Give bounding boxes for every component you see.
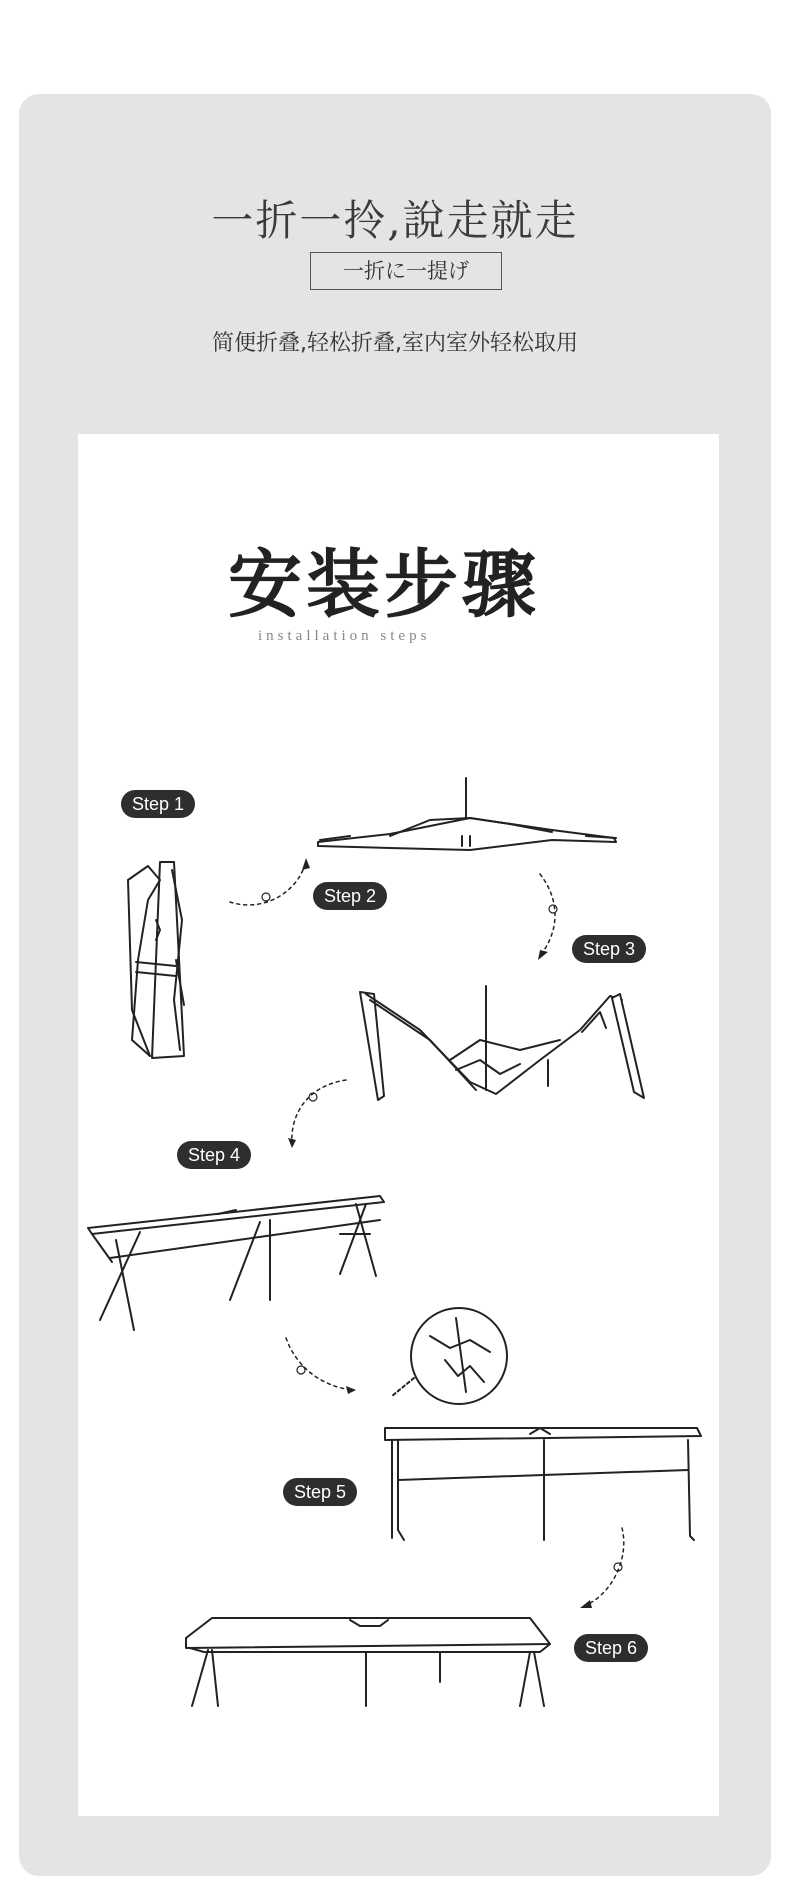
card-title: 安装步骤 xyxy=(228,542,540,628)
page-title: 一折一拎,說走就走 xyxy=(211,196,579,245)
step-5-badge: Step 5 xyxy=(283,1478,357,1506)
step-3-badge: Step 3 xyxy=(572,935,646,963)
cot-with-fabric-illustration xyxy=(385,1308,701,1540)
card-subtitle: installation steps xyxy=(258,628,431,644)
cot-frame-illustration xyxy=(88,1196,384,1330)
arrow-loops xyxy=(262,893,622,1571)
folded-cot-illustration xyxy=(128,862,184,1058)
step-1-badge: Step 1 xyxy=(121,790,195,818)
unfolding-frame-illustration xyxy=(318,778,616,850)
spreading-frame-illustration xyxy=(360,986,644,1100)
finished-cot-illustration xyxy=(186,1618,550,1706)
tagline: 简便折叠,轻松折叠,室内室外轻松取用 xyxy=(212,331,578,356)
step-2-badge: Step 2 xyxy=(313,882,387,910)
japanese-subtitle: 一折に一提げ xyxy=(310,252,502,290)
step-6-badge: Step 6 xyxy=(574,1634,648,1662)
step-4-badge: Step 4 xyxy=(177,1141,251,1169)
